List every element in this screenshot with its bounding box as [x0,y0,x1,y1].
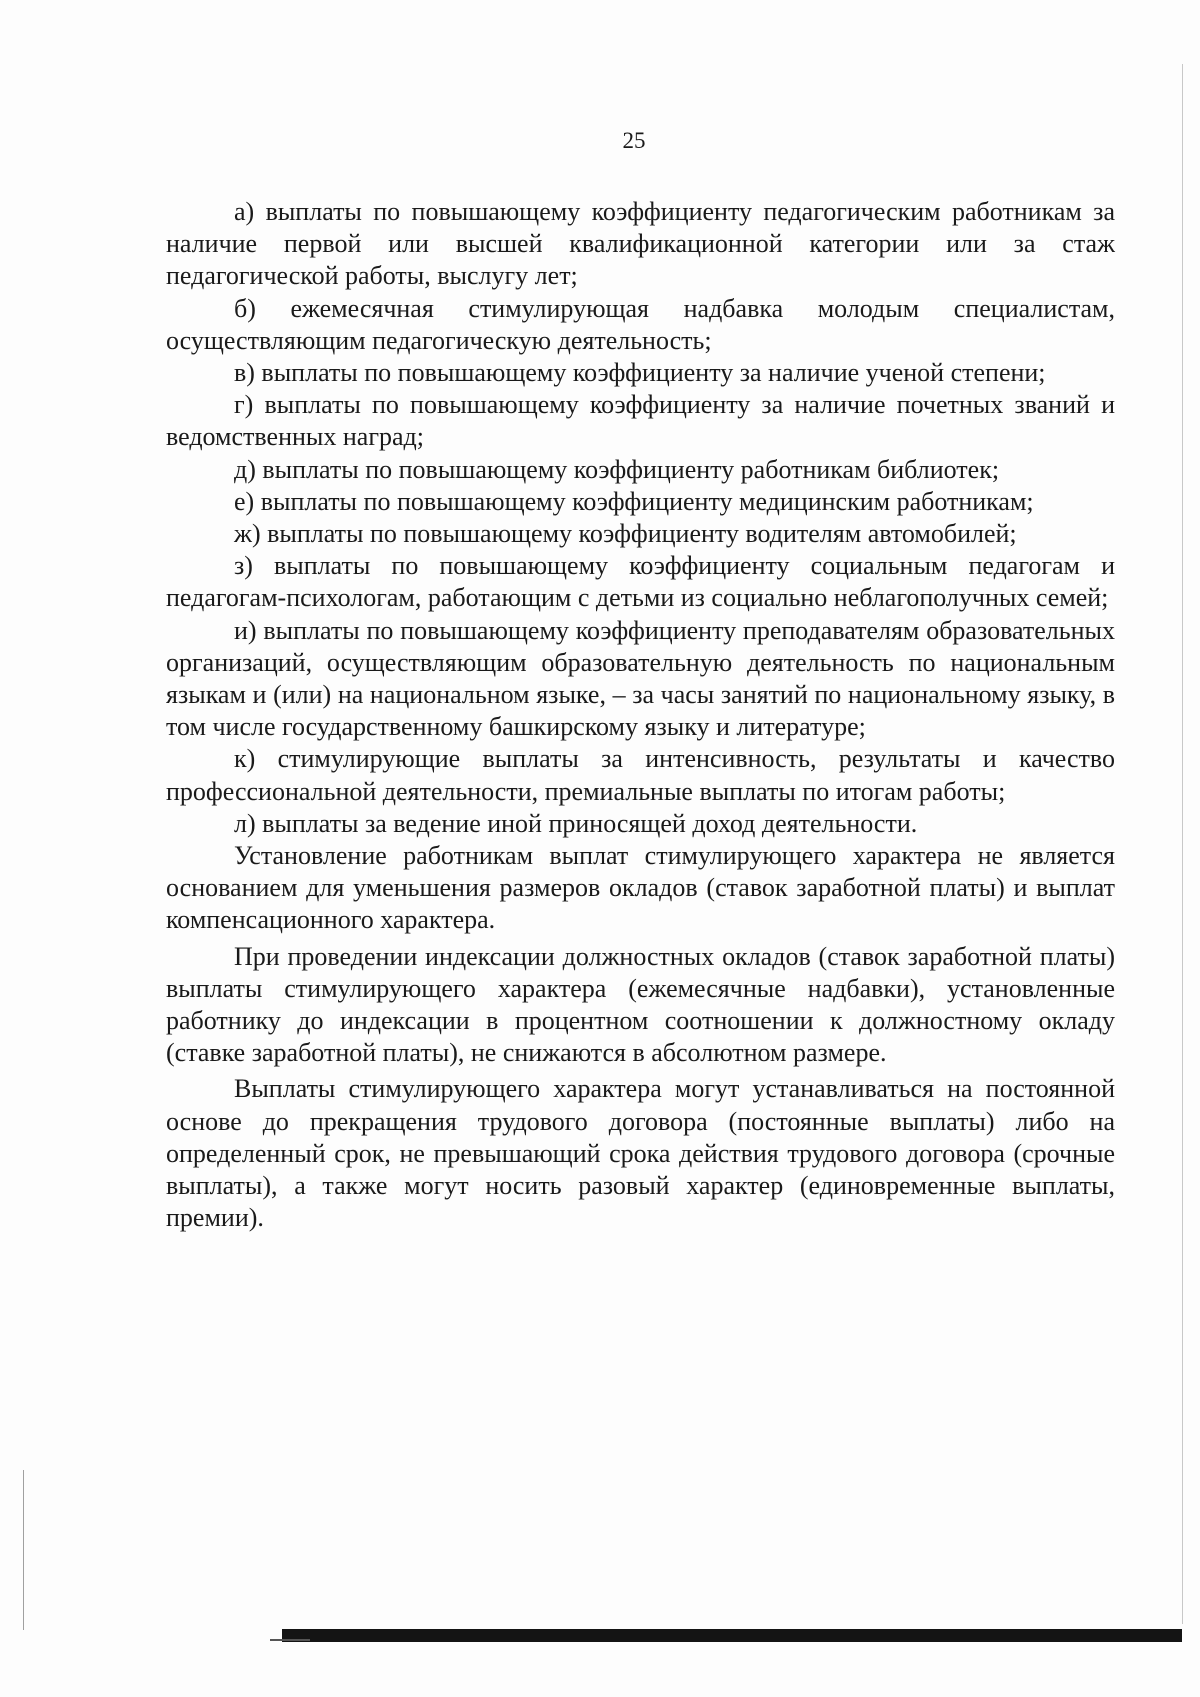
scan-edge-line-left [23,1470,24,1630]
scan-bottom-bar [282,1629,1182,1642]
paragraph-item-i: и) выплаты по повышающему коэффициенту преподавателям образовательных организаций, осуществляющим образовательную деятельность по национальным языкам и (или) на национальном языке, – за часы занятий по национальному языку, в том числе государственному башкирскому языку и литературе; [166,615,1115,742]
page-number: 25 [622,128,646,153]
paragraph-item-g: г) выплаты по повышающему коэффициенту за наличие почетных званий и ведомственных наград; [166,390,1115,452]
paragraph-indexation: При проведении индексации должностных окладов (ставок заработной платы) выплаты стимулирующего характера (ежемесячные надбавки), установленные работнику до индексации в процентном соотношении к должностному окладу (ставке заработной платы), не снижаются в абсолютном размере. [166,941,1115,1068]
scan-bottom-line [270,1639,310,1641]
paragraph-item-a: а) выплаты по повышающему коэффициенту педагогическим работникам за наличие первой или высшей квалификационной категории или за стаж педагогической работы, выслугу лет; [166,197,1115,291]
paragraph-item-d: д) выплаты по повышающему коэффициенту работникам библиотек; [234,454,1000,484]
paragraph-item-b: б) ежемесячная стимулирующая надбавка молодым специалистам, осуществляющим педагогическую деятельность; [166,293,1115,355]
paragraph-item-v: в) выплаты по повышающему коэффициенту за наличие ученой степени; [234,358,1046,388]
paragraph-item-l: л) выплаты за ведение иной приносящей доход деятельности. [234,808,918,838]
paragraph-payment-terms: Выплаты стимулирующего характера могут устанавливаться на постоянной основе до прекращения трудового договора (постоянные выплаты) либо на определенный срок, не превышающий срока действия трудового договора (срочные выплаты), а также могут носить разовый характер (единовременные выплаты, премии). [166,1074,1115,1233]
document-body [166,196,1115,1235]
paragraph-establishment: Установление работникам выплат стимулирующего характера не является основанием для уменьшения размеров окладов (ставок заработной платы) и выплат компенсационного характера. [166,841,1115,935]
paragraph-item-k: к) стимулирующие выплаты за интенсивность, результаты и качество профессиональной деятельности, премиальные выплаты по итогам работы; [166,744,1115,806]
paragraph-item-zh: ж) выплаты по повышающему коэффициенту водителям автомобилей; [234,519,1017,549]
paragraph-item-e: е) выплаты по повышающему коэффициенту медицинским работникам; [234,486,1034,516]
paragraph-item-z: з) выплаты по повышающему коэффициенту социальным педагогам и педагогам-психологам, работающим с детьми из социально неблагополучных семей; [166,551,1115,613]
scan-edge-line-right [1182,64,1183,1624]
